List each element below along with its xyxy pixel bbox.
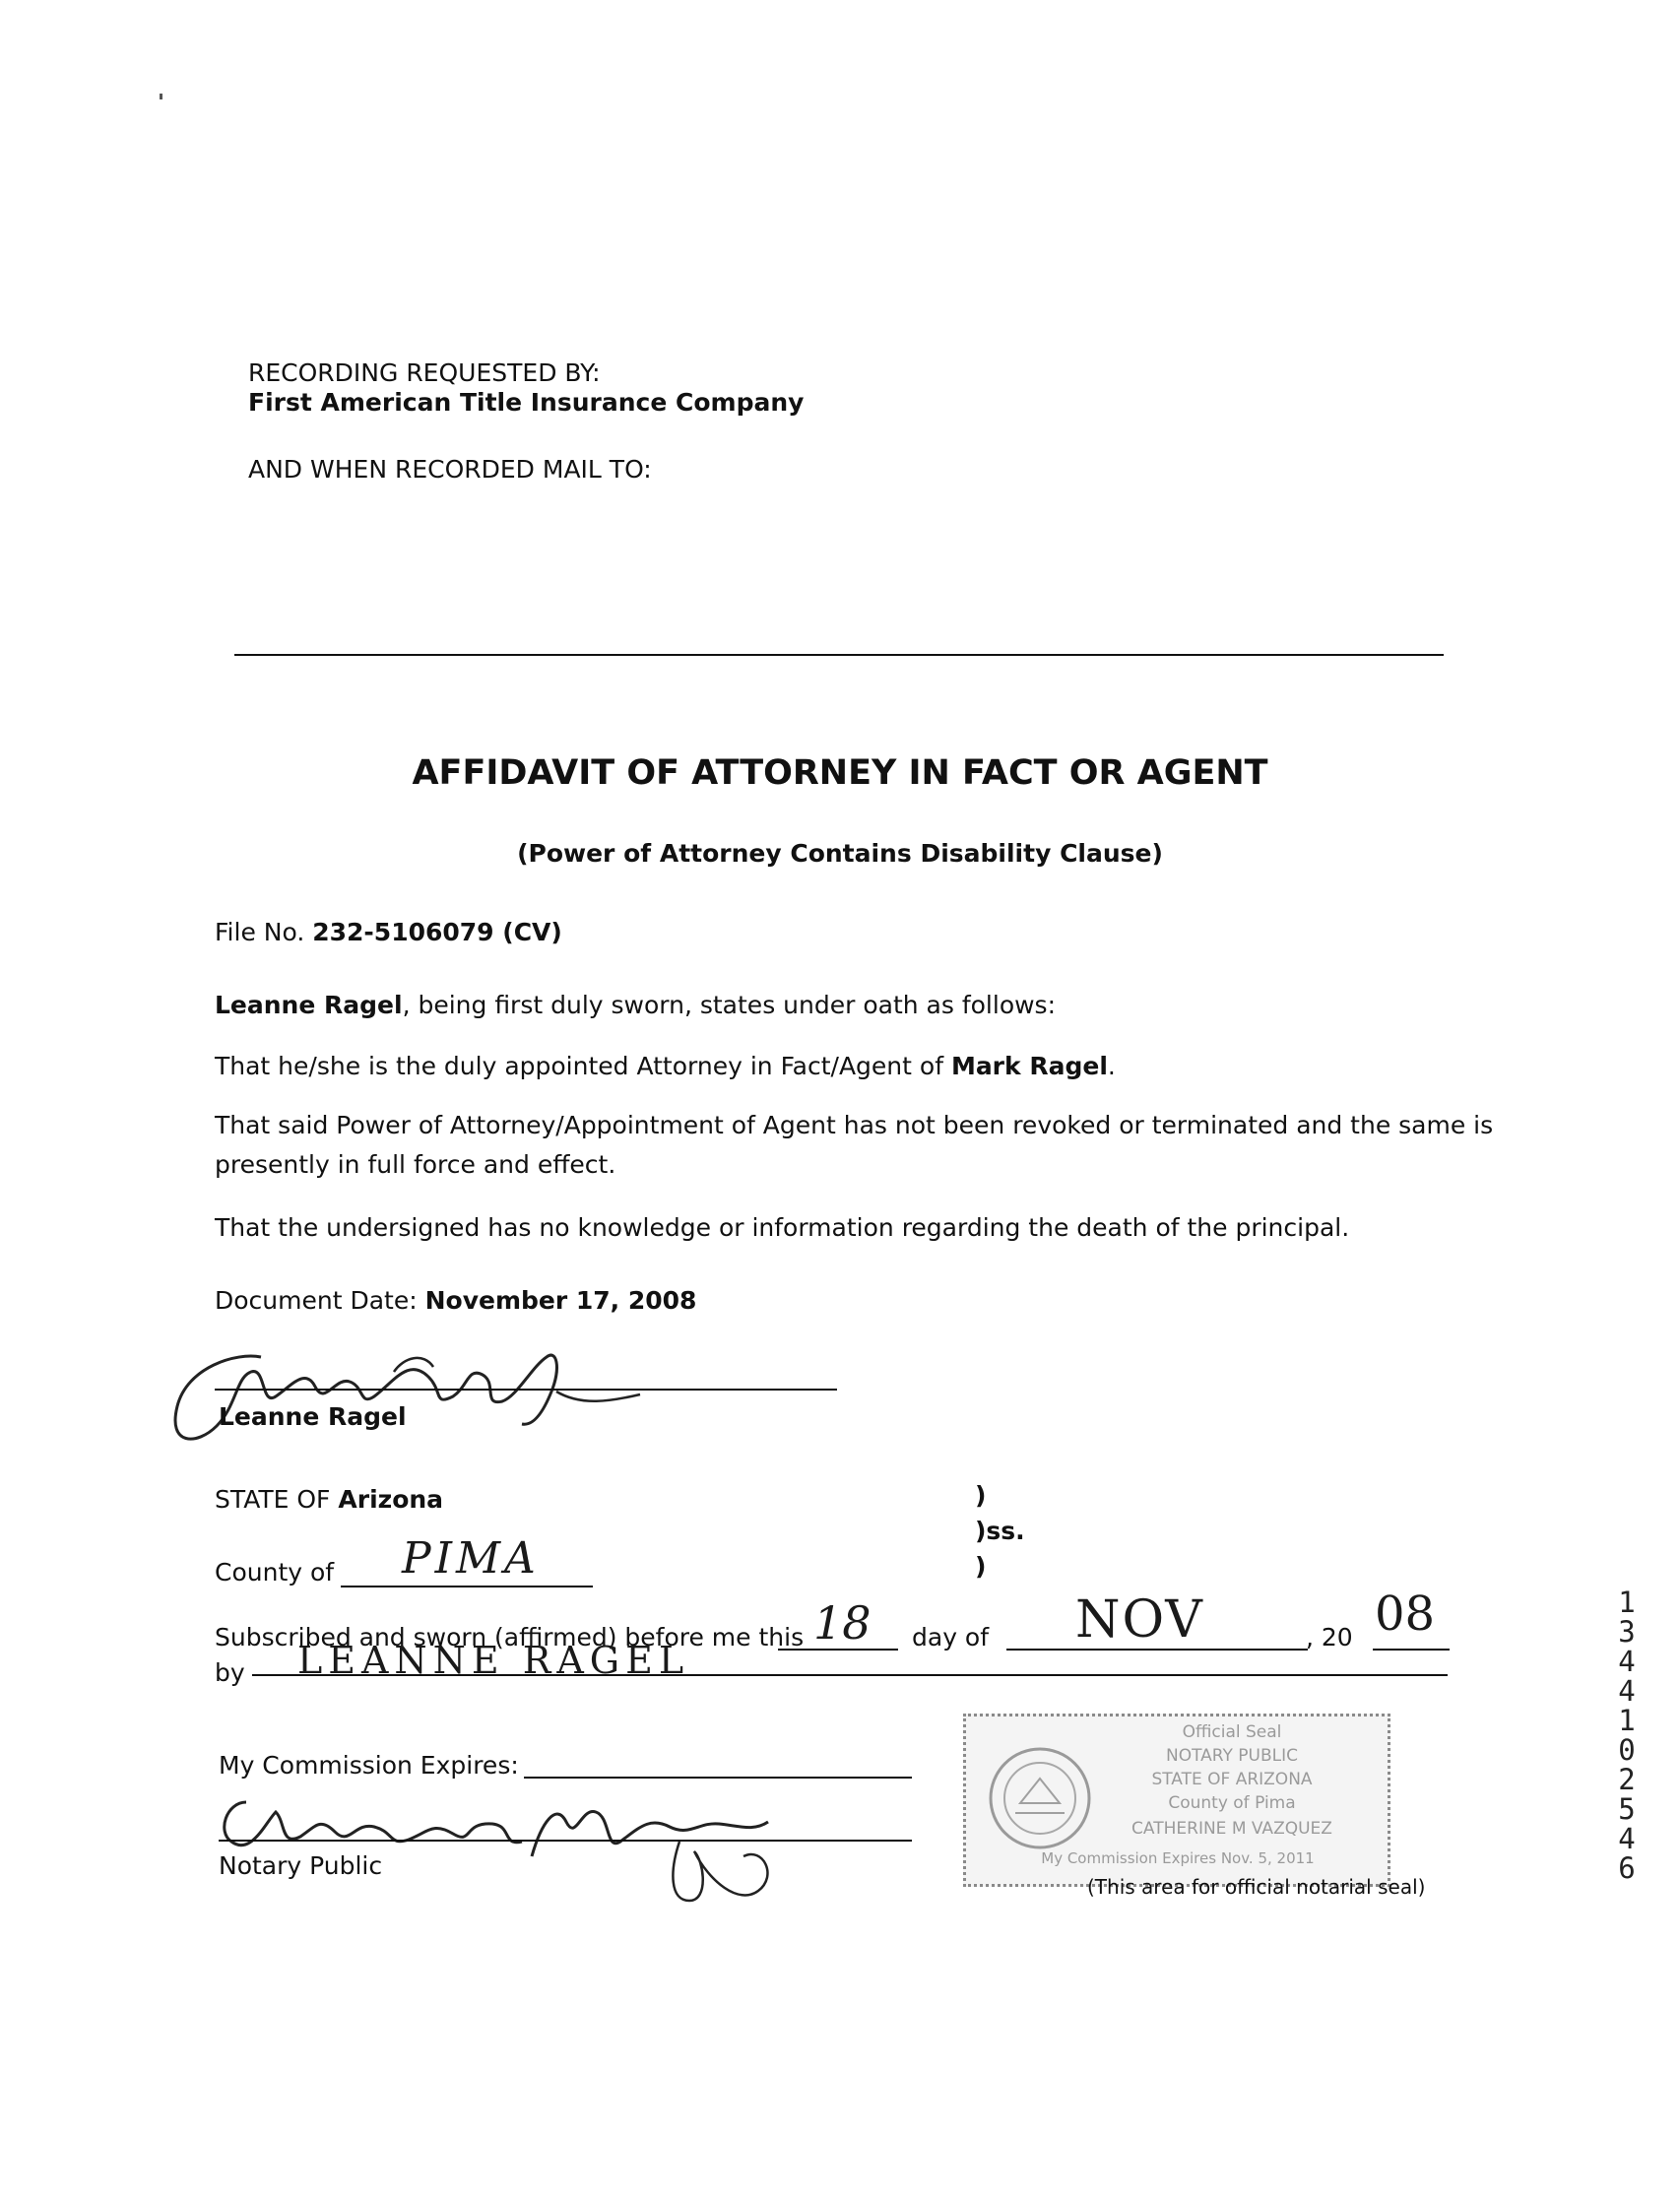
affiant-name: Leanne Ragel — [215, 991, 403, 1019]
scan-speck — [160, 94, 162, 99]
state-seal-emblem — [986, 1744, 1094, 1852]
seal-caption: (This area for official notarial seal) — [1087, 1875, 1426, 1899]
notary-seal — [963, 1714, 1390, 1887]
county-line — [341, 1586, 593, 1587]
year-handwritten: 08 — [1375, 1587, 1436, 1642]
state-line — [215, 1485, 443, 1515]
day-handwritten: 18 — [813, 1596, 872, 1650]
commission-label: My Commission Expires: — [219, 1751, 519, 1780]
venue-paren-bottom: ) — [975, 1552, 987, 1581]
file-label: File No. — [215, 918, 305, 946]
venue-paren-top: ) — [975, 1481, 987, 1510]
paragraph-appointment — [215, 1052, 1116, 1081]
notary-signature — [207, 1763, 837, 1911]
mail-to-label: AND WHEN RECORDED MAIL TO: — [248, 455, 652, 484]
file-number: 232-5106079 (CV) — [312, 918, 562, 946]
seal-line-1: Official Seal — [1182, 1722, 1282, 1742]
document-title: AFFIDAVIT OF ATTORNEY IN FACT OR AGENT — [412, 753, 1268, 793]
month-handwritten: NOV — [1075, 1590, 1204, 1650]
seal-line-3: STATE OF ARIZONA — [1151, 1770, 1313, 1789]
header-divider — [234, 654, 1444, 656]
paragraph-not-revoked-1: That said Power of Attorney/Appointment of Agent has not been revoked or terminated and the same is — [215, 1111, 1494, 1139]
paragraph-no-knowledge: That the undersigned has no knowledge or information regarding the death of the principal. — [215, 1213, 1350, 1242]
seal-line-6: My Commission Expires Nov. 5, 2011 — [1041, 1849, 1315, 1867]
day-of-label: day of — [912, 1623, 990, 1652]
sworn-statement — [215, 991, 1056, 1020]
recording-number: 1 3 4 4 1 0 2 5 4 6 — [1618, 1586, 1636, 1885]
paragraph-not-revoked-2: presently in full force and effect. — [215, 1150, 616, 1179]
principal-name: Mark Ragel — [950, 1052, 1108, 1080]
appointment-period: . — [1107, 1052, 1116, 1080]
seal-line-5: CATHERINE M VAZQUEZ — [1131, 1819, 1332, 1839]
file-number-line — [215, 918, 562, 947]
state-label: STATE OF — [215, 1485, 331, 1514]
seal-line-4: County of Pima — [1168, 1793, 1296, 1813]
venue-ss: )ss. — [975, 1517, 1025, 1545]
company-name: First American Title Insurance Company — [248, 388, 805, 417]
county-label: County of — [215, 1558, 335, 1587]
affiant-printed-name: Leanne Ragel — [219, 1402, 407, 1431]
state-value: Arizona — [338, 1485, 444, 1514]
county-handwritten: PIMA — [402, 1533, 540, 1584]
seal-line-2: NOTARY PUBLIC — [1165, 1746, 1299, 1766]
affiant-signature-line — [215, 1389, 837, 1391]
document-date-label: Document Date: — [215, 1286, 418, 1315]
sworn-text: , being first duly sworn, states under oath as follows: — [402, 991, 1057, 1019]
appointment-text: That he/she is the duly appointed Attorney in Fact/Agent of — [215, 1052, 951, 1080]
by-handwritten: LEANNE RAGEL — [297, 1639, 690, 1682]
by-label: by — [215, 1658, 245, 1687]
document-subtitle: (Power of Attorney Contains Disability Clause) — [517, 839, 1163, 868]
affiant-signature — [167, 1298, 660, 1456]
recording-requested-label: RECORDING REQUESTED BY: — [248, 358, 601, 387]
notary-signature-line — [219, 1840, 912, 1842]
year-line — [1373, 1649, 1450, 1651]
subscribed-text: Subscribed and sworn (affirmed) before me this — [215, 1623, 805, 1652]
notary-public-label: Notary Public — [219, 1851, 383, 1880]
year-prefix: , 20 — [1306, 1623, 1353, 1652]
document-date-value: November 17, 2008 — [424, 1286, 697, 1315]
